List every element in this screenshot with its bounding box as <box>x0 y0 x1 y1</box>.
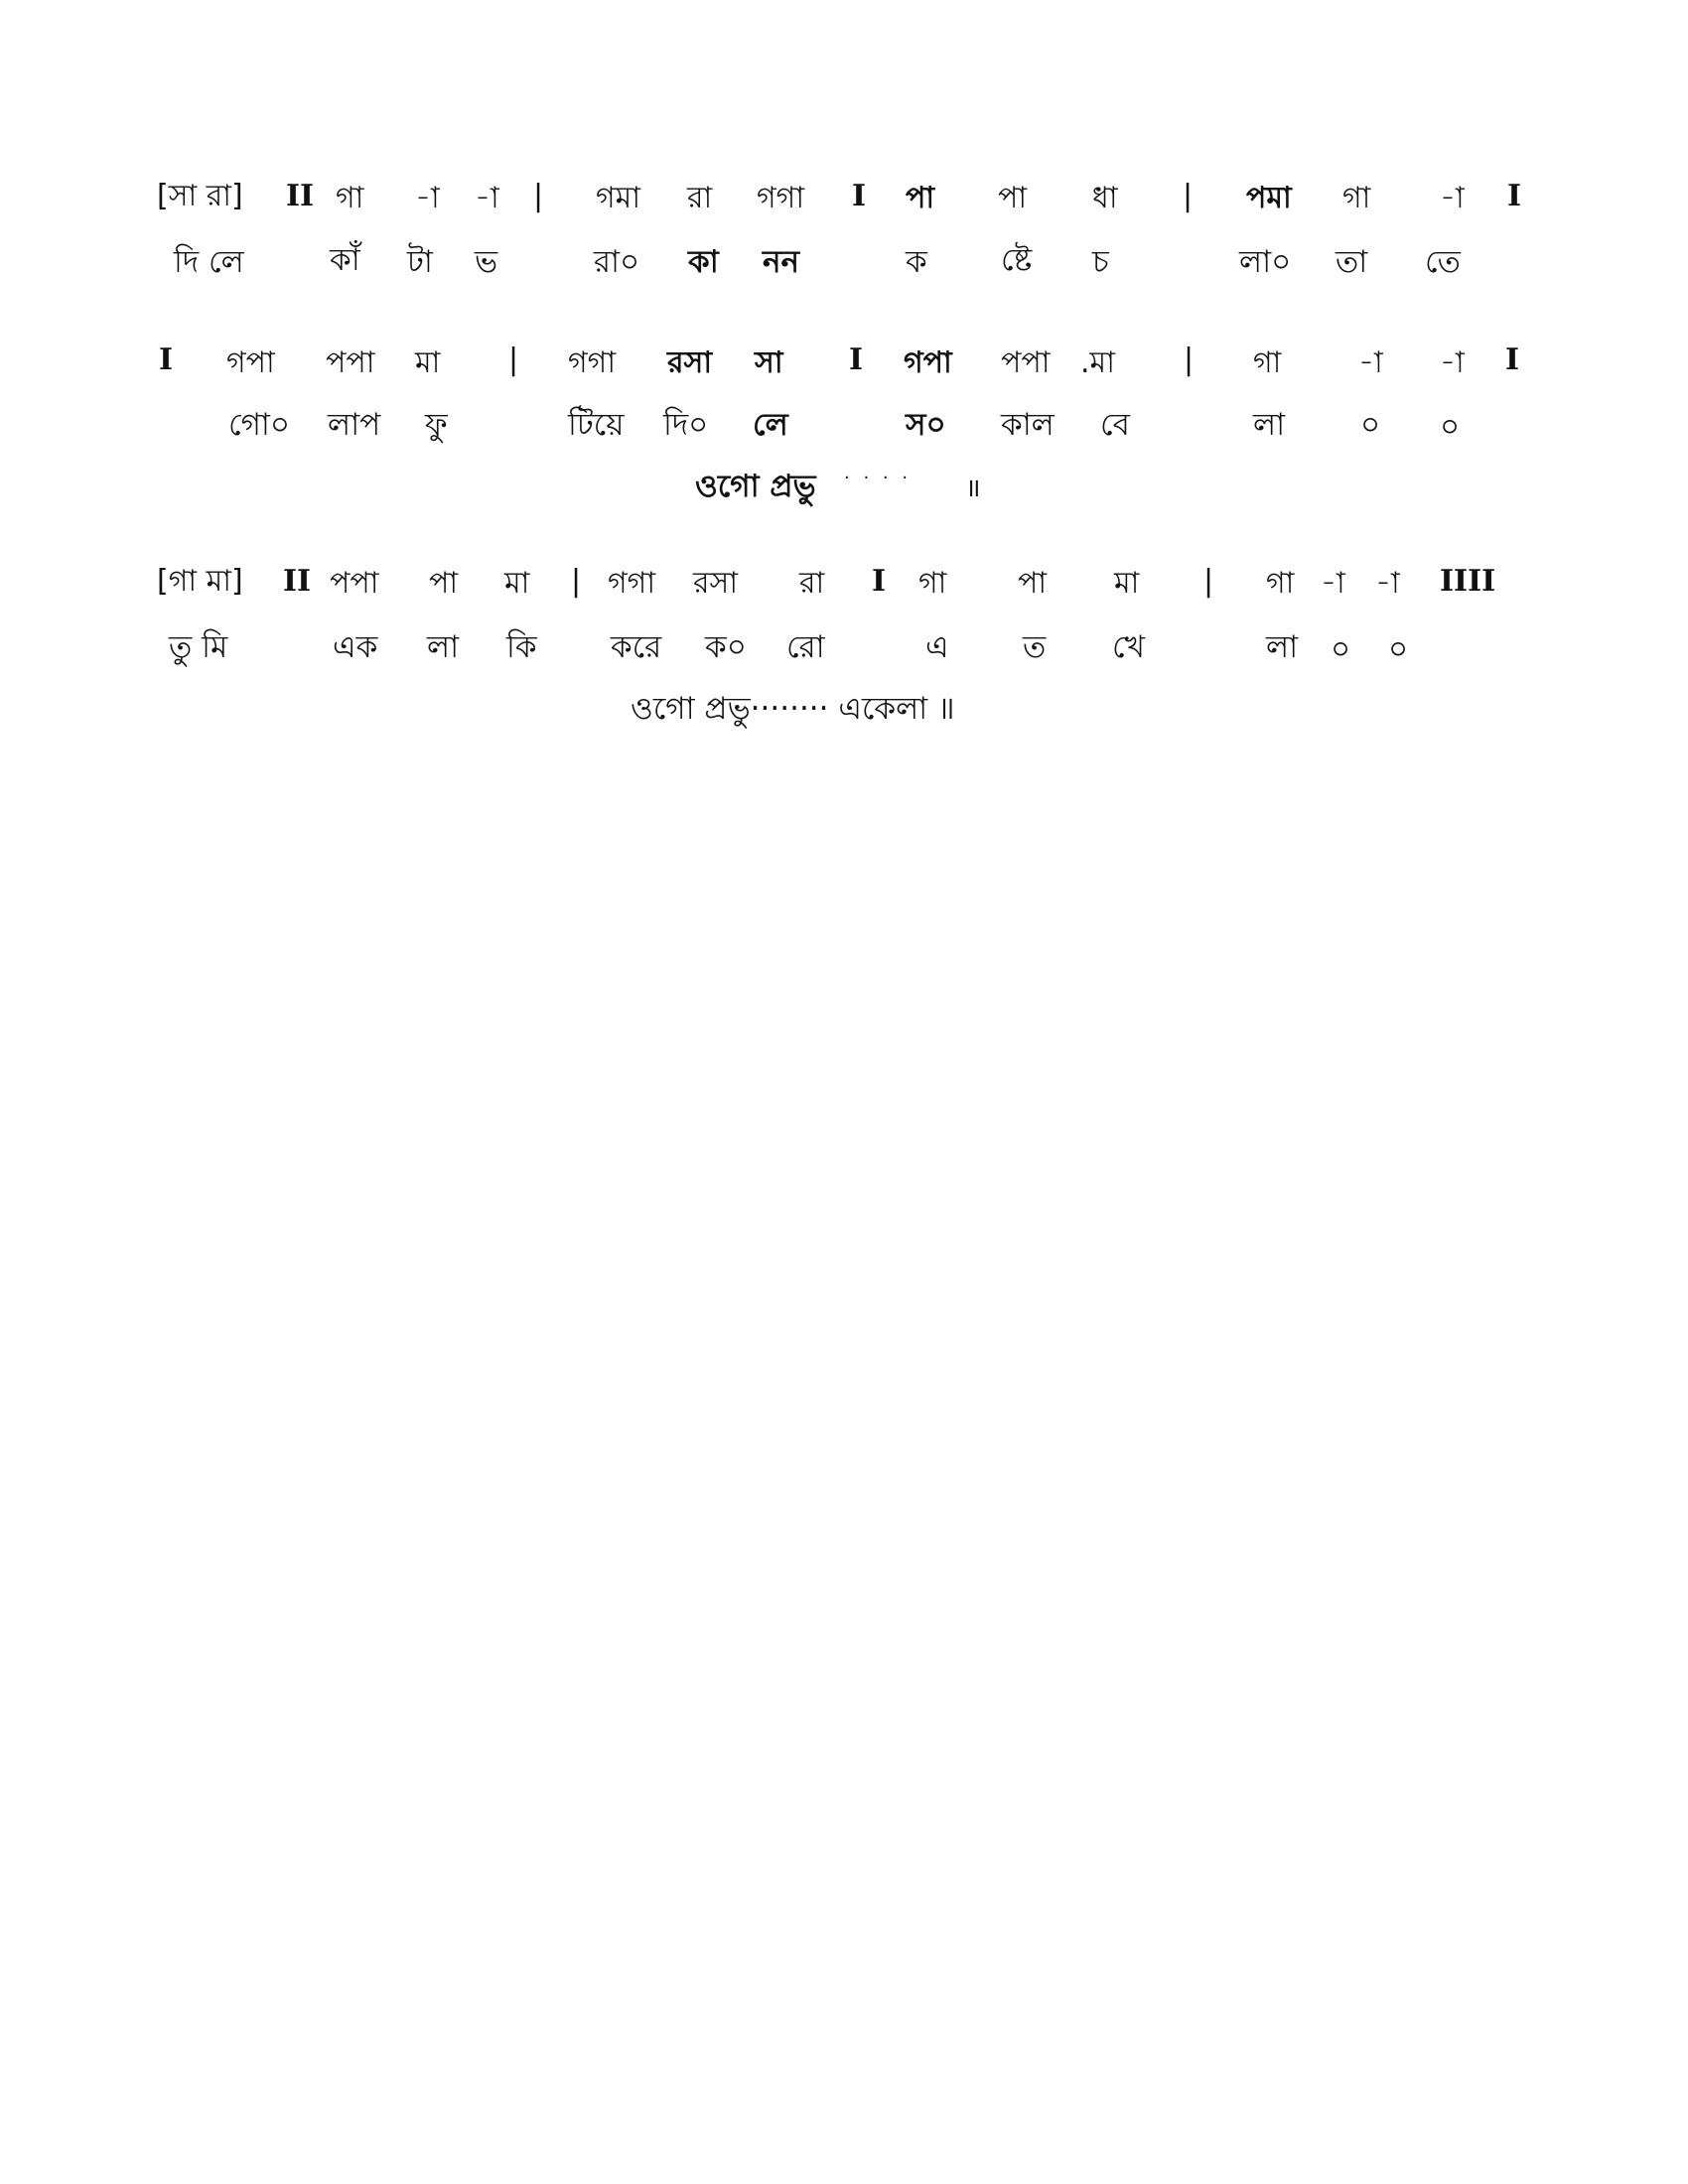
note: পা <box>906 181 935 215</box>
refrain-end-mark: ॥ <box>965 474 981 503</box>
lyric-syllable: খে <box>1112 629 1145 665</box>
note: রা <box>799 566 825 601</box>
scale-marker: [গা মা] <box>157 564 243 599</box>
lyric-syllable: রো <box>786 629 825 665</box>
lyric-syllable: ০ <box>1440 409 1461 445</box>
lyric-syllable: এ <box>925 629 949 665</box>
note: গা <box>918 566 947 601</box>
lyric-syllable: লা <box>1266 629 1299 665</box>
lyric-syllable: ত <box>1023 629 1047 665</box>
lyric-syllable: তে <box>1425 244 1461 280</box>
double-bar: II <box>283 564 312 599</box>
note: -া <box>1358 345 1383 380</box>
refrain-text: ওগো প্রভু········ একেলা ॥ <box>631 691 955 727</box>
lyric-syllable: বে <box>1100 407 1130 443</box>
note: গপা <box>226 345 275 380</box>
note: গগা <box>757 181 805 215</box>
lyric-syllable: ষ্টে <box>1001 242 1033 278</box>
note: মা <box>415 345 441 380</box>
lyric-syllable: টিয়ে <box>568 407 625 443</box>
section-bar: I <box>1507 179 1522 213</box>
note: -া <box>1375 566 1400 601</box>
lyric-syllable: ০ <box>1360 407 1381 443</box>
bar-separator: | <box>1183 179 1194 213</box>
note: রা <box>687 181 713 215</box>
lyric-syllable: এক <box>333 629 378 665</box>
lyric-syllable: ভ <box>475 244 498 280</box>
lyric-syllable: রা০ <box>594 244 640 280</box>
section-bar: I <box>159 342 174 377</box>
section-bar: I <box>1505 342 1520 377</box>
lyric-syllable: ক <box>906 244 927 280</box>
note: পা <box>998 181 1028 215</box>
bar-separator: | <box>1203 564 1214 599</box>
lyric-syllable: লাপ <box>328 407 381 443</box>
lyric-syllable: দি০ <box>663 407 709 443</box>
note: -া <box>475 181 499 215</box>
final-bar: IIII <box>1440 564 1496 599</box>
note: গগা <box>608 566 656 601</box>
section-bar: I <box>872 564 887 599</box>
refrain-dots: · · · · <box>844 468 913 488</box>
note: মা <box>1114 566 1140 601</box>
lyric-syllable: চ <box>1092 244 1109 280</box>
lyric-syllable: কি <box>506 629 537 665</box>
lyric-syllable: তু মি <box>169 629 228 665</box>
section-bar: I <box>852 179 867 213</box>
note: পা <box>1018 566 1048 601</box>
note: -া <box>1321 566 1345 601</box>
bar-separator: | <box>1184 342 1195 377</box>
note: সা <box>755 345 783 380</box>
refrain-text: ওগো প্রভু <box>695 469 816 504</box>
bar-separator: | <box>508 342 519 377</box>
lyric-syllable: কাল <box>1001 407 1055 443</box>
lyric-syllable: দি লে <box>174 244 244 280</box>
note: -া <box>1440 181 1465 215</box>
scale-marker: [সা রা] <box>157 179 243 213</box>
note: রসা <box>667 345 713 380</box>
lyric-syllable: নন <box>763 244 800 280</box>
note: গা <box>1342 181 1371 215</box>
lyric-syllable: তা <box>1336 244 1368 280</box>
lyric-syllable: গো০ <box>228 407 291 443</box>
lyric-syllable: কাঁ <box>330 242 360 278</box>
note: গগা <box>568 345 617 380</box>
bar-separator: | <box>533 179 544 213</box>
lyric-syllable: ফু <box>425 407 448 443</box>
bar-separator: | <box>571 564 582 599</box>
note: মা <box>504 566 530 601</box>
lyric-syllable: লা০ <box>1239 244 1292 280</box>
lyric-syllable: লা <box>1253 407 1286 443</box>
note: পপা <box>330 566 379 601</box>
section-bar: I <box>849 342 864 377</box>
note: পপা <box>1001 345 1051 380</box>
note: পপা <box>326 345 375 380</box>
lyric-syllable: কা <box>688 244 719 280</box>
note: গপা <box>904 345 952 380</box>
lyric-syllable: ০ <box>1388 631 1409 667</box>
note: গমা <box>596 181 641 215</box>
lyric-syllable: টা <box>407 244 433 280</box>
note: পমা <box>1246 181 1292 215</box>
note: .মা <box>1080 345 1115 380</box>
note: গা <box>336 181 364 215</box>
note: ধা <box>1092 181 1118 215</box>
note: -া <box>415 181 440 215</box>
lyric-syllable: ক০ <box>705 629 747 665</box>
double-bar: II <box>286 179 315 213</box>
lyric-syllable: ০ <box>1331 631 1351 667</box>
note: পা <box>429 566 459 601</box>
note: গা <box>1253 345 1282 380</box>
note: গা <box>1266 566 1295 601</box>
lyric-syllable: লে <box>753 407 788 443</box>
lyric-syllable: করে <box>611 629 662 665</box>
note: রসা <box>693 566 739 601</box>
lyric-syllable: লা <box>427 629 460 665</box>
note: -া <box>1440 345 1465 380</box>
lyric-syllable: স০ <box>906 407 946 443</box>
